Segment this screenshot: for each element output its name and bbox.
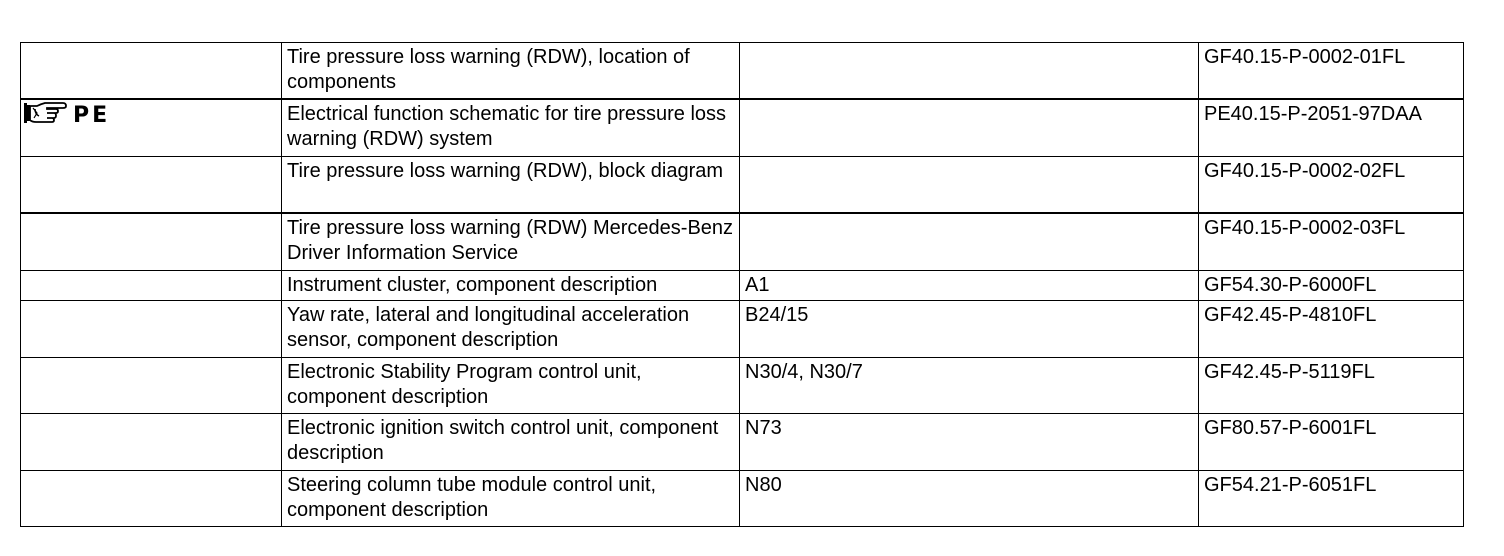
component-cell: [740, 157, 1199, 214]
description-cell: Tire pressure loss warning (RDW), block diagram: [282, 157, 740, 214]
description-cell: Tire pressure loss warning (RDW), location of components: [282, 43, 740, 100]
table-row: [21, 471, 1464, 527]
component-cell: A1: [740, 271, 1199, 301]
marker-cell: [21, 99, 282, 157]
table-row: [21, 414, 1464, 471]
document-link[interactable]: GF40.15-P-0002-01FL: [1199, 43, 1464, 100]
marker-cell: [21, 157, 282, 214]
document-link[interactable]: GF40.15-P-0002-03FL: [1199, 213, 1464, 271]
description-cell: Instrument cluster, component description: [282, 271, 740, 301]
table-row: [21, 271, 1464, 301]
description-cell: Electrical function schematic for tire pressure loss warning (RDW) system: [282, 99, 740, 157]
description-cell: Electronic Stability Program control unit, component description: [282, 358, 740, 414]
document-link[interactable]: PE40.15-P-2051-97DAA: [1199, 99, 1464, 157]
marker-cell: [21, 271, 282, 301]
marker-cell: [21, 43, 282, 100]
component-cell: [740, 99, 1199, 157]
table-row: [21, 43, 1464, 100]
table-row: [21, 301, 1464, 358]
document-link[interactable]: GF80.57-P-6001FL: [1199, 414, 1464, 471]
marker-cell: [21, 213, 282, 271]
component-cell: N80: [740, 471, 1199, 527]
component-cell: [740, 213, 1199, 271]
table-row: [21, 99, 1464, 157]
description-cell: Yaw rate, lateral and longitudinal acceleration sensor, component description: [282, 301, 740, 358]
document-link[interactable]: GF42.45-P-5119FL: [1199, 358, 1464, 414]
component-cell: N73: [740, 414, 1199, 471]
description-cell: Steering column tube module control unit, component description: [282, 471, 740, 527]
document-link[interactable]: GF40.15-P-0002-02FL: [1199, 157, 1464, 214]
component-cell: [740, 43, 1199, 100]
marker-cell: [21, 471, 282, 527]
description-cell: Electronic ignition switch control unit, component description: [282, 414, 740, 471]
description-cell: Tire pressure loss warning (RDW) Mercedes-Benz Driver Information Service: [282, 213, 740, 271]
pe-marker-label: PE: [73, 103, 111, 128]
document-link[interactable]: GF54.21-P-6051FL: [1199, 471, 1464, 527]
table-row: [21, 358, 1464, 414]
marker-cell: [21, 414, 282, 471]
document-link[interactable]: GF54.30-P-6000FL: [1199, 271, 1464, 301]
marker-cell: [21, 301, 282, 358]
component-cell: B24/15: [740, 301, 1199, 358]
document-link[interactable]: GF42.45-P-4810FL: [1199, 301, 1464, 358]
marker-cell: [21, 358, 282, 414]
table-row: [21, 213, 1464, 271]
pointing-hand-icon: [23, 100, 67, 133]
component-cell: N30/4, N30/7: [740, 358, 1199, 414]
reference-table: [20, 42, 1464, 527]
table-row: [21, 157, 1464, 214]
